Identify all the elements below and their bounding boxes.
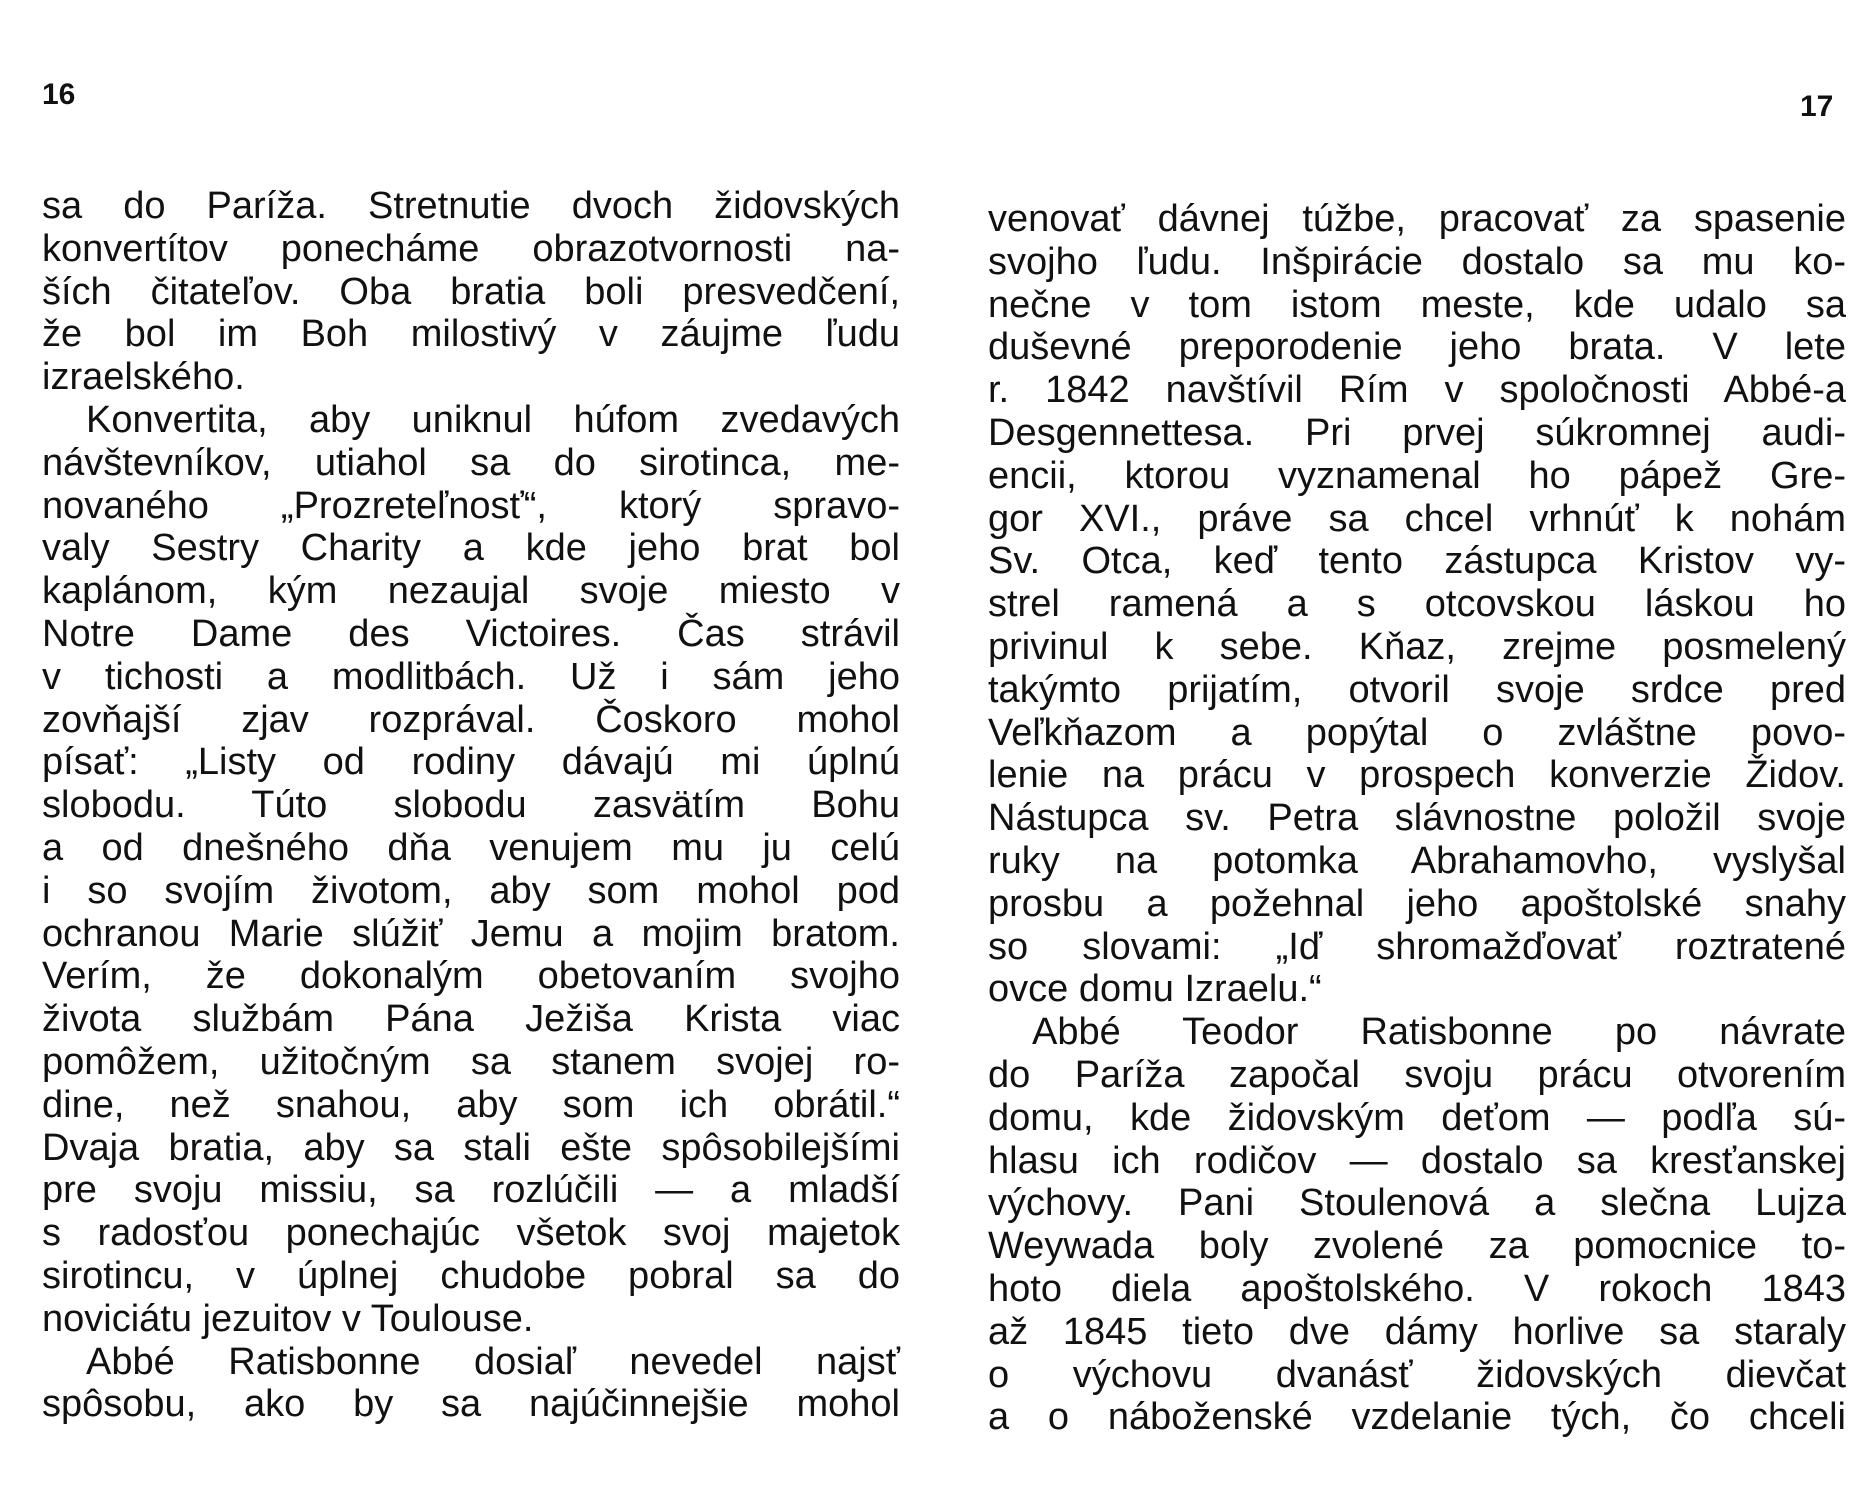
text-line: r. 1842 navštívil Rím v spoločnosti Abbé-a xyxy=(988,369,1846,412)
text-line: i so svojím životom, aby som mohol pod xyxy=(42,869,900,912)
text-line: konvertítov ponecháme obrazotvornosti na- xyxy=(42,227,900,270)
text-line: privinul k sebe. Kňaz, zrejme posmelený xyxy=(988,625,1846,668)
text-line: ochranou Marie slúžiť Jemu a mojim bratom. xyxy=(42,912,900,955)
text-line: so slovami: „Iď shromažďovať roztratené xyxy=(988,925,1846,968)
text-line: že bol im Boh milostivý v záujme ľudu xyxy=(42,313,900,356)
text-line: domu, kde židovským deťom — podľa sú- xyxy=(988,1096,1846,1139)
text-line: Weywada boly zvolené za pomocnice to- xyxy=(988,1225,1846,1268)
text-line: encii, ktorou vyznamenal ho pápež Gre- xyxy=(988,454,1846,497)
text-line: výchovy. Pani Stoulenová a slečna Lujza xyxy=(988,1182,1846,1225)
text-line: Desgennettesa. Pri prvej súkromnej audi- xyxy=(988,411,1846,454)
text-line: sirotincu, v úplnej chudobe pobral sa do xyxy=(42,1254,900,1297)
text-line: pre svoju missiu, sa rozlúčili — a mladší xyxy=(42,1169,900,1212)
text-line: takýmto prijatím, otvoril svoje srdce pred xyxy=(988,668,1846,711)
text-line: sa do Paríža. Stretnutie dvoch židovských xyxy=(42,185,900,227)
text-line: Abbé Ratisbonne dosiaľ nevedel najsť xyxy=(86,1340,900,1383)
text-line: Veľkňazom a popýtal o zvláštne povo- xyxy=(988,711,1846,754)
text-line: valy Sestry Charity a kde jeho brat bol xyxy=(42,527,900,570)
text-line: izraelského. xyxy=(42,356,245,399)
text-line: Nástupca sv. Petra slávnostne položil svoje xyxy=(988,797,1846,840)
page-number-right: 17 xyxy=(1800,90,1834,123)
text-line: venovať dávnej túžbe, pracovať za spasenie xyxy=(988,198,1846,240)
text-line: a o náboženské vzdelanie tých, čo chceli xyxy=(988,1396,1846,1439)
text-line: lenie na prácu v prospech konverzie Židov. xyxy=(988,754,1846,797)
text-line: ších čitateľov. Oba bratia boli presvedčení, xyxy=(42,270,900,313)
text-line: až 1845 tieto dve dámy horlive sa staraly xyxy=(988,1310,1846,1353)
text-line: strel ramená a s otcovskou láskou ho xyxy=(988,583,1846,626)
text-line: ovce domu Izraelu.“ xyxy=(988,968,1322,1011)
text-line: s radosťou ponechajúc všetok svoj majetok xyxy=(42,1212,900,1255)
text-line: ruky na potomka Abrahamovho, vyslyšal xyxy=(988,839,1846,882)
text-line: pomôžem, užitočným sa stanem svojej ro- xyxy=(42,1040,900,1083)
text-line: hoto diela apoštolského. V rokoch 1843 xyxy=(988,1267,1846,1310)
text-column-right xyxy=(988,198,1846,1439)
text-column-left xyxy=(42,185,900,1426)
text-line: slobodu. Túto slobodu zasvätím Bohu xyxy=(42,784,900,827)
text-line: prosbu a požehnal jeho apoštolské snahy xyxy=(988,882,1846,925)
text-line: do Paríža započal svoju prácu otvorením xyxy=(988,1053,1846,1096)
text-line: noviciátu jezuitov v Toulouse. xyxy=(42,1297,534,1340)
text-line: hlasu ich rodičov — dostalo sa kresťanskej xyxy=(988,1139,1846,1182)
text-line: v tichosti a modlitbách. Už i sám jeho xyxy=(42,655,900,698)
text-line: Sv. Otca, keď tento zástupca Kristov vy- xyxy=(988,540,1846,583)
text-line: Verím, že dokonalým obetovaním svojho xyxy=(42,955,900,998)
text-line: kaplánom, kým nezaujal svoje miesto v xyxy=(42,570,900,613)
page-number-left: 16 xyxy=(42,78,76,111)
text-line: nečne v tom istom meste, kde udalo sa xyxy=(988,283,1846,326)
text-line: duševné preporodenie jeho brata. V lete xyxy=(988,326,1846,369)
text-line: života službám Pána Ježiša Krista viac xyxy=(42,998,900,1041)
text-line: spôsobu, ako by sa najúčinnejšie mohol xyxy=(42,1383,900,1426)
text-line: zovňajší zjav rozprával. Čoskoro mohol xyxy=(42,698,900,741)
text-line: Dvaja bratia, aby sa stali ešte spôsobilejšími xyxy=(42,1126,900,1169)
text-line: svojho ľudu. Inšpirácie dostalo sa mu ko- xyxy=(988,240,1846,283)
text-line: novaného „Prozreteľnosť“, ktorý spravo- xyxy=(42,484,900,527)
text-line: o výchovu dvanásť židovských dievčat xyxy=(988,1353,1846,1396)
text-line: Notre Dame des Victoires. Čas strávil xyxy=(42,612,900,655)
text-line: písať: „Listy od rodiny dávajú mi úplnú xyxy=(42,741,900,784)
text-line: dine, než snahou, aby som ich obrátil.“ xyxy=(42,1083,900,1126)
text-line: a od dnešného dňa venujem mu ju celú xyxy=(42,826,900,869)
text-line: návštevníkov, utiahol sa do sirotinca, me- xyxy=(42,441,900,484)
text-line: Abbé Teodor Ratisbonne po návrate xyxy=(1032,1011,1846,1054)
text-line: gor XVI., práve sa chcel vrhnúť k nohám xyxy=(988,497,1846,540)
text-line: Konvertita, aby uniknul húfom zvedavých xyxy=(86,398,900,441)
